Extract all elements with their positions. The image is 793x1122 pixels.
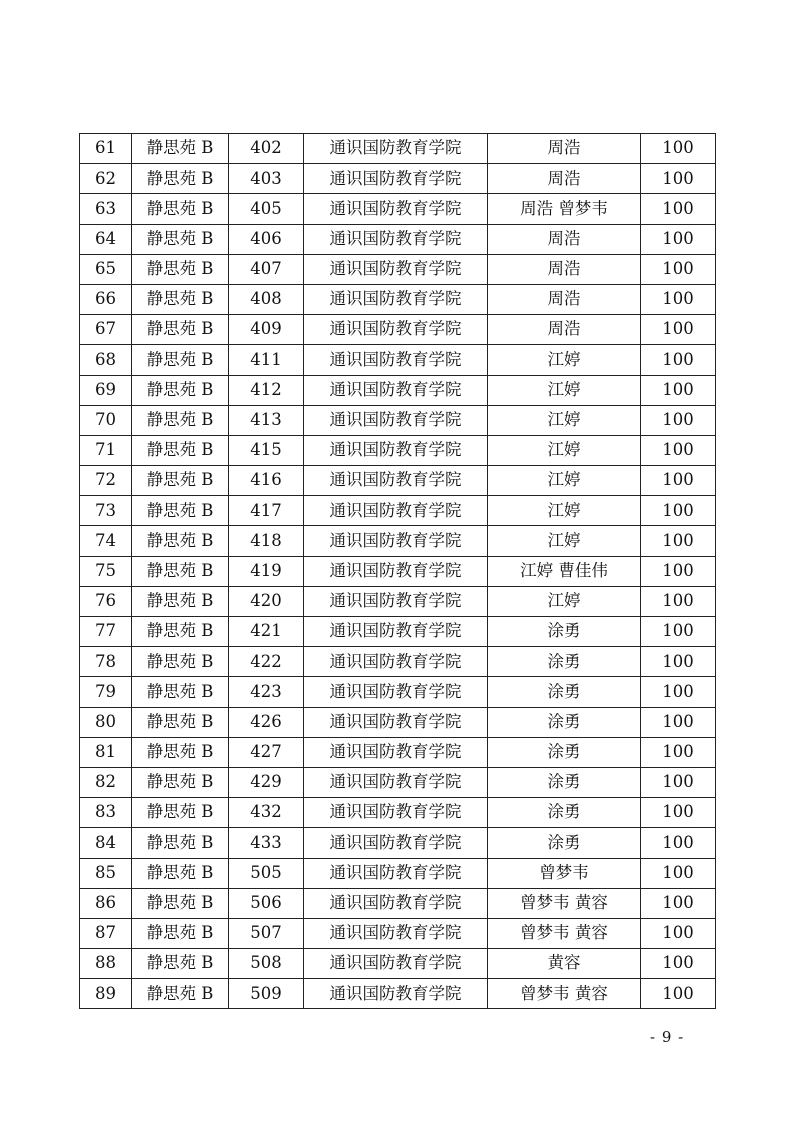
college-cell: 通识国防教育学院 xyxy=(304,405,488,435)
room-number-cell: 413 xyxy=(229,405,304,435)
table-row xyxy=(80,617,716,647)
table-row xyxy=(80,707,716,737)
row-number-cell: 83 xyxy=(80,798,132,828)
score-cell: 100 xyxy=(641,466,716,496)
room-number-cell: 422 xyxy=(229,647,304,677)
responsible-names-cell: 曾梦韦 黄容 xyxy=(488,918,641,948)
building-cell: 静思苑 B xyxy=(132,979,229,1009)
room-number-cell: 509 xyxy=(229,979,304,1009)
responsible-names-cell: 江婷 xyxy=(488,466,641,496)
score-cell: 100 xyxy=(641,345,716,375)
college-cell: 通识国防教育学院 xyxy=(304,828,488,858)
responsible-names-cell: 江婷 xyxy=(488,586,641,616)
room-number-cell: 407 xyxy=(229,254,304,284)
row-number-cell: 76 xyxy=(80,586,132,616)
college-cell: 通识国防教育学院 xyxy=(304,466,488,496)
score-cell: 100 xyxy=(641,254,716,284)
row-number-cell: 69 xyxy=(80,375,132,405)
score-cell: 100 xyxy=(641,858,716,888)
college-cell: 通识国防教育学院 xyxy=(304,858,488,888)
college-cell: 通识国防教育学院 xyxy=(304,617,488,647)
table-row xyxy=(80,315,716,345)
college-cell: 通识国防教育学院 xyxy=(304,164,488,194)
responsible-names-cell: 周浩 xyxy=(488,164,641,194)
college-cell: 通识国防教育学院 xyxy=(304,496,488,526)
row-number-cell: 74 xyxy=(80,526,132,556)
college-cell: 通识国防教育学院 xyxy=(304,888,488,918)
building-cell: 静思苑 B xyxy=(132,707,229,737)
room-number-cell: 508 xyxy=(229,949,304,979)
responsible-names-cell: 涂勇 xyxy=(488,617,641,647)
building-cell: 静思苑 B xyxy=(132,737,229,767)
table-row xyxy=(80,647,716,677)
responsible-names-cell: 涂勇 xyxy=(488,707,641,737)
row-number-cell: 70 xyxy=(80,405,132,435)
responsible-names-cell: 周浩 xyxy=(488,284,641,314)
building-cell: 静思苑 B xyxy=(132,224,229,254)
college-cell: 通识国防教育学院 xyxy=(304,224,488,254)
room-number-cell: 402 xyxy=(229,134,304,164)
score-cell: 100 xyxy=(641,707,716,737)
room-number-cell: 429 xyxy=(229,767,304,797)
table-row xyxy=(80,435,716,465)
college-cell: 通识国防教育学院 xyxy=(304,194,488,224)
row-number-cell: 61 xyxy=(80,134,132,164)
score-cell: 100 xyxy=(641,888,716,918)
room-number-cell: 507 xyxy=(229,918,304,948)
room-number-cell: 415 xyxy=(229,435,304,465)
responsible-names-cell: 曾梦韦 xyxy=(488,858,641,888)
table-row xyxy=(80,949,716,979)
college-cell: 通识国防教育学院 xyxy=(304,345,488,375)
table-body xyxy=(80,134,716,1009)
score-cell: 100 xyxy=(641,767,716,797)
building-cell: 静思苑 B xyxy=(132,918,229,948)
building-cell: 静思苑 B xyxy=(132,375,229,405)
room-number-cell: 417 xyxy=(229,496,304,526)
college-cell: 通识国防教育学院 xyxy=(304,556,488,586)
score-cell: 100 xyxy=(641,979,716,1009)
row-number-cell: 73 xyxy=(80,496,132,526)
responsible-names-cell: 曾梦韦 黄容 xyxy=(488,888,641,918)
room-number-cell: 408 xyxy=(229,284,304,314)
row-number-cell: 86 xyxy=(80,888,132,918)
college-cell: 通识国防教育学院 xyxy=(304,949,488,979)
responsible-names-cell: 江婷 xyxy=(488,375,641,405)
row-number-cell: 72 xyxy=(80,466,132,496)
score-cell: 100 xyxy=(641,435,716,465)
college-cell: 通识国防教育学院 xyxy=(304,918,488,948)
table-row xyxy=(80,526,716,556)
building-cell: 静思苑 B xyxy=(132,164,229,194)
college-cell: 通识国防教育学院 xyxy=(304,979,488,1009)
table-row xyxy=(80,194,716,224)
building-cell: 静思苑 B xyxy=(132,134,229,164)
table-row xyxy=(80,284,716,314)
responsible-names-cell: 周浩 xyxy=(488,134,641,164)
college-cell: 通识国防教育学院 xyxy=(304,707,488,737)
score-cell: 100 xyxy=(641,798,716,828)
table-row xyxy=(80,556,716,586)
responsible-names-cell: 黄容 xyxy=(488,949,641,979)
responsible-names-cell: 周浩 xyxy=(488,254,641,284)
building-cell: 静思苑 B xyxy=(132,767,229,797)
building-cell: 静思苑 B xyxy=(132,284,229,314)
room-number-cell: 406 xyxy=(229,224,304,254)
score-cell: 100 xyxy=(641,737,716,767)
college-cell: 通识国防教育学院 xyxy=(304,767,488,797)
room-number-cell: 403 xyxy=(229,164,304,194)
row-number-cell: 80 xyxy=(80,707,132,737)
table-row xyxy=(80,224,716,254)
table-row xyxy=(80,375,716,405)
score-cell: 100 xyxy=(641,617,716,647)
college-cell: 通识国防教育学院 xyxy=(304,677,488,707)
dormitory-score-table xyxy=(79,133,716,1009)
responsible-names-cell: 曾梦韦 黄容 xyxy=(488,979,641,1009)
college-cell: 通识国防教育学院 xyxy=(304,134,488,164)
college-cell: 通识国防教育学院 xyxy=(304,737,488,767)
responsible-names-cell: 江婷 xyxy=(488,435,641,465)
table-row xyxy=(80,586,716,616)
responsible-names-cell: 周浩 曾梦韦 xyxy=(488,194,641,224)
room-number-cell: 423 xyxy=(229,677,304,707)
table-row xyxy=(80,828,716,858)
score-cell: 100 xyxy=(641,315,716,345)
score-cell: 100 xyxy=(641,677,716,707)
building-cell: 静思苑 B xyxy=(132,586,229,616)
table-row xyxy=(80,677,716,707)
building-cell: 静思苑 B xyxy=(132,798,229,828)
score-cell: 100 xyxy=(641,918,716,948)
score-cell: 100 xyxy=(641,949,716,979)
room-number-cell: 409 xyxy=(229,315,304,345)
score-cell: 100 xyxy=(641,526,716,556)
building-cell: 静思苑 B xyxy=(132,526,229,556)
responsible-names-cell: 江婷 xyxy=(488,496,641,526)
table-row xyxy=(80,405,716,435)
college-cell: 通识国防教育学院 xyxy=(304,254,488,284)
table-row xyxy=(80,254,716,284)
row-number-cell: 63 xyxy=(80,194,132,224)
row-number-cell: 81 xyxy=(80,737,132,767)
responsible-names-cell: 涂勇 xyxy=(488,798,641,828)
building-cell: 静思苑 B xyxy=(132,254,229,284)
room-number-cell: 418 xyxy=(229,526,304,556)
college-cell: 通识国防教育学院 xyxy=(304,435,488,465)
table-row xyxy=(80,858,716,888)
responsible-names-cell: 涂勇 xyxy=(488,647,641,677)
college-cell: 通识国防教育学院 xyxy=(304,284,488,314)
responsible-names-cell: 江婷 xyxy=(488,526,641,556)
table-row xyxy=(80,345,716,375)
responsible-names-cell: 江婷 xyxy=(488,405,641,435)
college-cell: 通识国防教育学院 xyxy=(304,647,488,677)
row-number-cell: 79 xyxy=(80,677,132,707)
room-number-cell: 426 xyxy=(229,707,304,737)
room-number-cell: 421 xyxy=(229,617,304,647)
row-number-cell: 67 xyxy=(80,315,132,345)
row-number-cell: 68 xyxy=(80,345,132,375)
room-number-cell: 416 xyxy=(229,466,304,496)
responsible-names-cell: 周浩 xyxy=(488,315,641,345)
score-cell: 100 xyxy=(641,586,716,616)
table-row xyxy=(80,496,716,526)
room-number-cell: 419 xyxy=(229,556,304,586)
college-cell: 通识国防教育学院 xyxy=(304,375,488,405)
room-number-cell: 427 xyxy=(229,737,304,767)
row-number-cell: 77 xyxy=(80,617,132,647)
score-cell: 100 xyxy=(641,405,716,435)
building-cell: 静思苑 B xyxy=(132,858,229,888)
building-cell: 静思苑 B xyxy=(132,466,229,496)
row-number-cell: 62 xyxy=(80,164,132,194)
room-number-cell: 412 xyxy=(229,375,304,405)
row-number-cell: 82 xyxy=(80,767,132,797)
table-row xyxy=(80,767,716,797)
table-row xyxy=(80,798,716,828)
responsible-names-cell: 涂勇 xyxy=(488,677,641,707)
score-cell: 100 xyxy=(641,828,716,858)
building-cell: 静思苑 B xyxy=(132,556,229,586)
row-number-cell: 78 xyxy=(80,647,132,677)
row-number-cell: 75 xyxy=(80,556,132,586)
row-number-cell: 64 xyxy=(80,224,132,254)
responsible-names-cell: 江婷 xyxy=(488,345,641,375)
building-cell: 静思苑 B xyxy=(132,315,229,345)
responsible-names-cell: 江婷 曹佳伟 xyxy=(488,556,641,586)
building-cell: 静思苑 B xyxy=(132,647,229,677)
building-cell: 静思苑 B xyxy=(132,405,229,435)
score-cell: 100 xyxy=(641,284,716,314)
row-number-cell: 66 xyxy=(80,284,132,314)
table-row xyxy=(80,164,716,194)
score-cell: 100 xyxy=(641,194,716,224)
room-number-cell: 505 xyxy=(229,858,304,888)
college-cell: 通识国防教育学院 xyxy=(304,526,488,556)
row-number-cell: 87 xyxy=(80,918,132,948)
row-number-cell: 65 xyxy=(80,254,132,284)
table-row xyxy=(80,466,716,496)
building-cell: 静思苑 B xyxy=(132,194,229,224)
score-cell: 100 xyxy=(641,647,716,677)
building-cell: 静思苑 B xyxy=(132,828,229,858)
room-number-cell: 432 xyxy=(229,798,304,828)
table-row xyxy=(80,918,716,948)
building-cell: 静思苑 B xyxy=(132,949,229,979)
college-cell: 通识国防教育学院 xyxy=(304,798,488,828)
room-number-cell: 405 xyxy=(229,194,304,224)
row-number-cell: 84 xyxy=(80,828,132,858)
room-number-cell: 420 xyxy=(229,586,304,616)
building-cell: 静思苑 B xyxy=(132,435,229,465)
page-number: - 9 - xyxy=(650,1028,685,1046)
table-row xyxy=(80,888,716,918)
score-cell: 100 xyxy=(641,496,716,526)
college-cell: 通识国防教育学院 xyxy=(304,586,488,616)
responsible-names-cell: 周浩 xyxy=(488,224,641,254)
college-cell: 通识国防教育学院 xyxy=(304,315,488,345)
room-number-cell: 433 xyxy=(229,828,304,858)
score-cell: 100 xyxy=(641,375,716,405)
building-cell: 静思苑 B xyxy=(132,496,229,526)
score-cell: 100 xyxy=(641,164,716,194)
score-cell: 100 xyxy=(641,224,716,254)
row-number-cell: 71 xyxy=(80,435,132,465)
responsible-names-cell: 涂勇 xyxy=(488,828,641,858)
building-cell: 静思苑 B xyxy=(132,888,229,918)
row-number-cell: 89 xyxy=(80,979,132,1009)
row-number-cell: 85 xyxy=(80,858,132,888)
table-row xyxy=(80,134,716,164)
responsible-names-cell: 涂勇 xyxy=(488,737,641,767)
building-cell: 静思苑 B xyxy=(132,617,229,647)
room-number-cell: 411 xyxy=(229,345,304,375)
table-row xyxy=(80,979,716,1009)
score-cell: 100 xyxy=(641,556,716,586)
building-cell: 静思苑 B xyxy=(132,677,229,707)
room-number-cell: 506 xyxy=(229,888,304,918)
responsible-names-cell: 涂勇 xyxy=(488,767,641,797)
row-number-cell: 88 xyxy=(80,949,132,979)
score-cell: 100 xyxy=(641,134,716,164)
building-cell: 静思苑 B xyxy=(132,345,229,375)
table-row xyxy=(80,737,716,767)
